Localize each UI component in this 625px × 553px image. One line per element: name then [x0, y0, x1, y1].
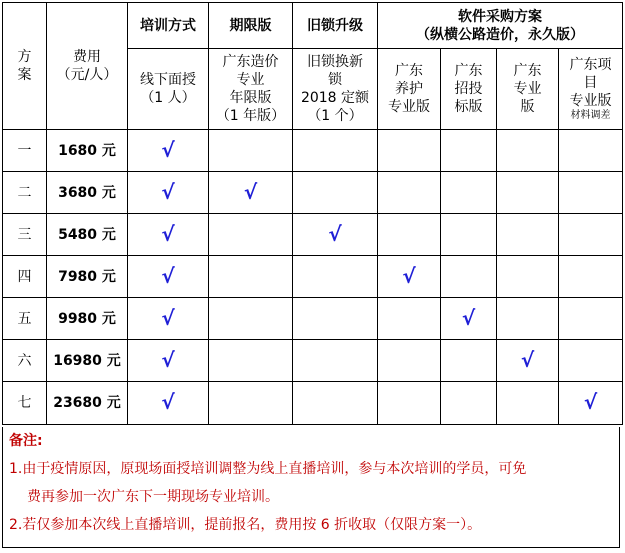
option-cell [293, 298, 378, 340]
check-mark-icon: √ [161, 221, 175, 246]
scheme-cell: 三 [3, 214, 47, 256]
option-cell [559, 256, 623, 298]
option-cell [559, 214, 623, 256]
notes-title: 备注: [9, 433, 43, 449]
table-row [3, 214, 623, 256]
option-cell [378, 382, 441, 425]
notes-section [2, 427, 620, 548]
scheme-cell: 二 [3, 172, 47, 214]
option-cell [378, 214, 441, 256]
check-mark-icon: √ [161, 305, 175, 330]
header-training-mode: 培训方式 [128, 3, 209, 49]
option-cell [293, 172, 378, 214]
option-cell [293, 382, 378, 425]
check-mark-icon: √ [161, 390, 175, 414]
option-cell [378, 298, 441, 340]
check-mark-icon: √ [161, 179, 175, 204]
scheme-cell: 五 [3, 298, 47, 340]
option-cell [441, 340, 497, 382]
option-cell [209, 172, 293, 214]
table-row [3, 256, 623, 298]
subheader-training-mode: 线下面授 （1 人） [128, 49, 209, 130]
option-cell [378, 340, 441, 382]
option-cell [128, 130, 209, 172]
option-cell [209, 214, 293, 256]
note-line-1-continued: 费再参加一次广东下一期现场专业培训。 [27, 489, 279, 505]
header-term-edition: 期限版 [209, 3, 293, 49]
check-mark-icon: √ [583, 390, 598, 414]
option-cell [559, 382, 623, 425]
option-cell [497, 130, 559, 172]
check-mark-icon: √ [328, 221, 342, 246]
option-cell [209, 340, 293, 382]
option-cell [441, 214, 497, 256]
subheader-old-lock: 旧锁换新 锁 2018 定额 （1 个） [293, 49, 378, 130]
scheme-cell: 一 [3, 130, 47, 172]
option-cell [497, 172, 559, 214]
price-cell: 23680 元 [47, 382, 128, 425]
option-cell [128, 172, 209, 214]
option-cell [441, 130, 497, 172]
header-old-lock: 旧锁升级 [293, 3, 378, 49]
price-cell: 1680 元 [47, 130, 128, 172]
option-cell [559, 130, 623, 172]
option-cell [559, 172, 623, 214]
pricing-table [2, 2, 623, 425]
option-cell [128, 256, 209, 298]
option-cell [441, 298, 497, 340]
option-cell [441, 256, 497, 298]
option-cell [209, 298, 293, 340]
note-line-2: 2.若仅参加本次线上直播培训，提前报名，费用按 6 折收取（仅限方案一）。 [9, 517, 482, 533]
option-cell [497, 214, 559, 256]
price-cell: 9980 元 [47, 298, 128, 340]
option-cell [378, 256, 441, 298]
check-mark-icon: √ [461, 305, 476, 330]
option-cell [128, 382, 209, 425]
price-cell: 7980 元 [47, 256, 128, 298]
table-row [3, 340, 623, 382]
option-cell [293, 130, 378, 172]
option-cell [293, 214, 378, 256]
check-mark-icon: √ [161, 263, 175, 288]
option-cell [378, 172, 441, 214]
option-cell [209, 256, 293, 298]
option-cell [293, 256, 378, 298]
scheme-cell: 七 [3, 382, 47, 425]
option-cell [128, 214, 209, 256]
option-cell [293, 340, 378, 382]
option-cell [128, 298, 209, 340]
option-cell [128, 340, 209, 382]
option-cell [497, 256, 559, 298]
note-line-1: 1.由于疫情原因，原现场面授培训调整为线上直播培训，参与本次培训的学员，可免 [9, 461, 527, 477]
pricing-document [2, 2, 622, 550]
header-row-1 [3, 3, 623, 49]
scheme-cell: 四 [3, 256, 47, 298]
check-mark-icon: √ [402, 263, 416, 288]
table-row [3, 382, 623, 425]
subheader-sw-professional: 广东 专业 版 [497, 49, 559, 130]
check-mark-icon: √ [161, 137, 175, 162]
header-software-group: 软件采购方案 （纵横公路造价，永久版） [378, 3, 623, 49]
subheader-term-edition: 广东造价 专业 年限版 （1 年版） [209, 49, 293, 130]
option-cell [559, 298, 623, 340]
option-cell [497, 382, 559, 425]
price-cell: 3680 元 [47, 172, 128, 214]
table-body [3, 130, 623, 425]
price-cell: 16980 元 [47, 340, 128, 382]
table-row [3, 298, 623, 340]
table-row [3, 172, 623, 214]
check-mark-icon: √ [243, 179, 258, 204]
header-fee: 费用 （元/人） [47, 3, 128, 130]
option-cell [497, 298, 559, 340]
option-cell [559, 340, 623, 382]
option-cell [378, 130, 441, 172]
scheme-cell: 六 [3, 340, 47, 382]
subheader-sw-bidding: 广东 招投 标版 [441, 49, 497, 130]
check-mark-icon: √ [520, 347, 535, 372]
option-cell [209, 382, 293, 425]
option-cell [209, 130, 293, 172]
table-row [3, 130, 623, 172]
header-scheme: 方 案 [3, 3, 47, 130]
option-cell [497, 340, 559, 382]
subheader-sw-project: 广东项 目 专业版 材料调差 [559, 49, 623, 130]
option-cell [441, 172, 497, 214]
price-cell: 5480 元 [47, 214, 128, 256]
option-cell [441, 382, 497, 425]
subheader-sw-maintenance: 广东 养护 专业版 [378, 49, 441, 130]
check-mark-icon: √ [161, 347, 175, 372]
